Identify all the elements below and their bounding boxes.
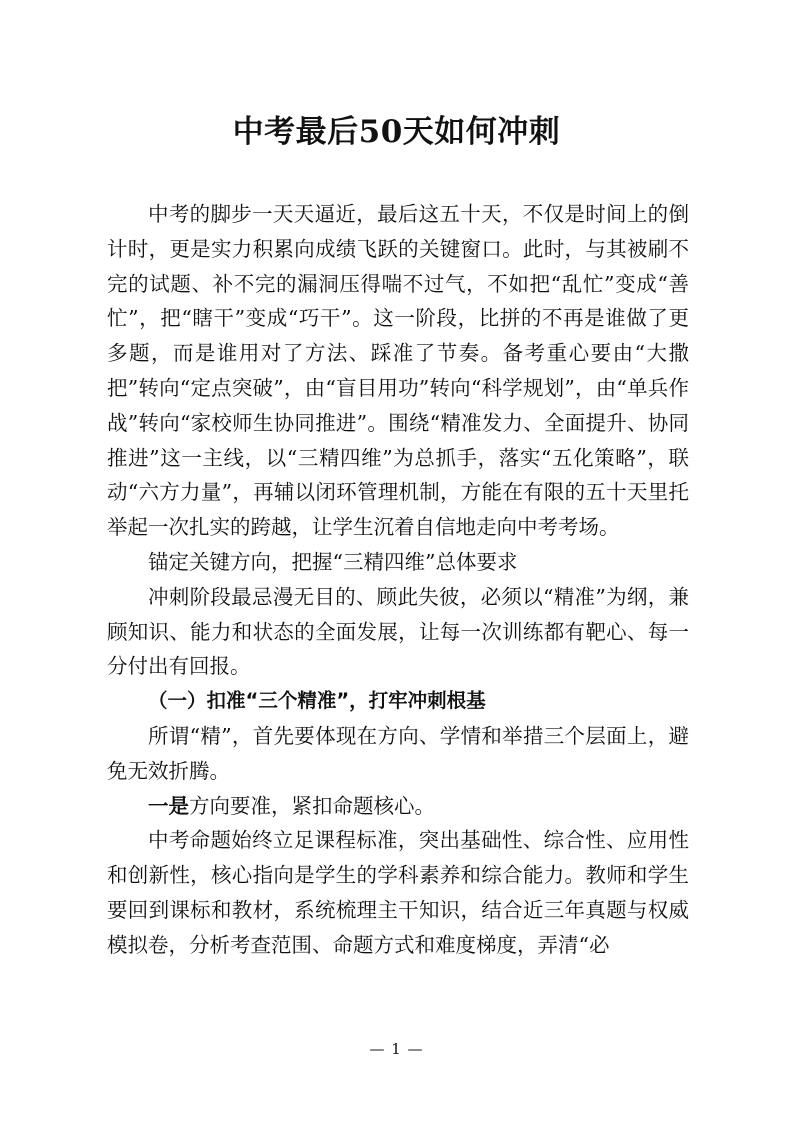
- paragraph-direction-body: 冲刺阶段最忌漫无目的、顾此失彼，必须以“精准”为纲，兼顾知识、能力和状态的全面发展，让每一次训练都有靶心、每一分付出有回报。: [107, 584, 689, 679]
- paragraph-intro: 中考的脚步一天天逼近，最后这五十天，不仅是时间上的倒计时，更是实力积累向成绩飞跃的关键窗口。此时，与其被刷不完的试题、补不完的漏洞压得喘不过气，不如把“乱忙”变成“善忙”，把“瞎干”变成“巧干”。这一阶段，比拼的不再是谁做了更多题，而是谁用对了方法、踩准了节奏。备考重心要由“大撒把”转向“定点突破”，由“盲目用功”转向“科学规划”，由“单兵作战”转向“家校师生协同推进”。围绕“精准发力、全面提升、协同推进”这一主线，以“三精四维”为总抓手，落实“五化策略”，联动“六方力量”，再辅以闭环管理机制，方能在有限的五十天里托举起一次扎实的跨越，让学生沉着自信地走向中考考场。: [107, 202, 689, 540]
- point-one-text: 方向要准，紧扣命题核心。: [189, 793, 435, 818]
- paragraph-exam-analysis: 中考命题始终立足课程标准，突出基础性、综合性、应用性和创新性，核心指向是学生的学科素养和综合能力。教师和学生要回到课标和教材，系统梳理主干知识，结合近三年真题与权威模拟卷，分析考查范围、命题方式和难度梯度，弄清“必: [107, 828, 689, 957]
- point-one-lead: 一是: [148, 793, 189, 818]
- section-heading-1: （一）扣准“三个精准”，打牢冲刺根基: [148, 689, 486, 713]
- page-number: — 1 —: [369, 1040, 424, 1058]
- paragraph-precision-intro: 所谓“精”，首先要体现在方向、学情和举措三个层面上，避免无效折腾。: [107, 723, 689, 783]
- document-body: [107, 197, 689, 963]
- paragraph-heading-direction: 锚定关键方向，把握“三精四维”总体要求: [148, 549, 518, 574]
- paragraph-point-one: [107, 789, 689, 824]
- document-title: 中考最后50天如何冲刺: [232, 114, 561, 150]
